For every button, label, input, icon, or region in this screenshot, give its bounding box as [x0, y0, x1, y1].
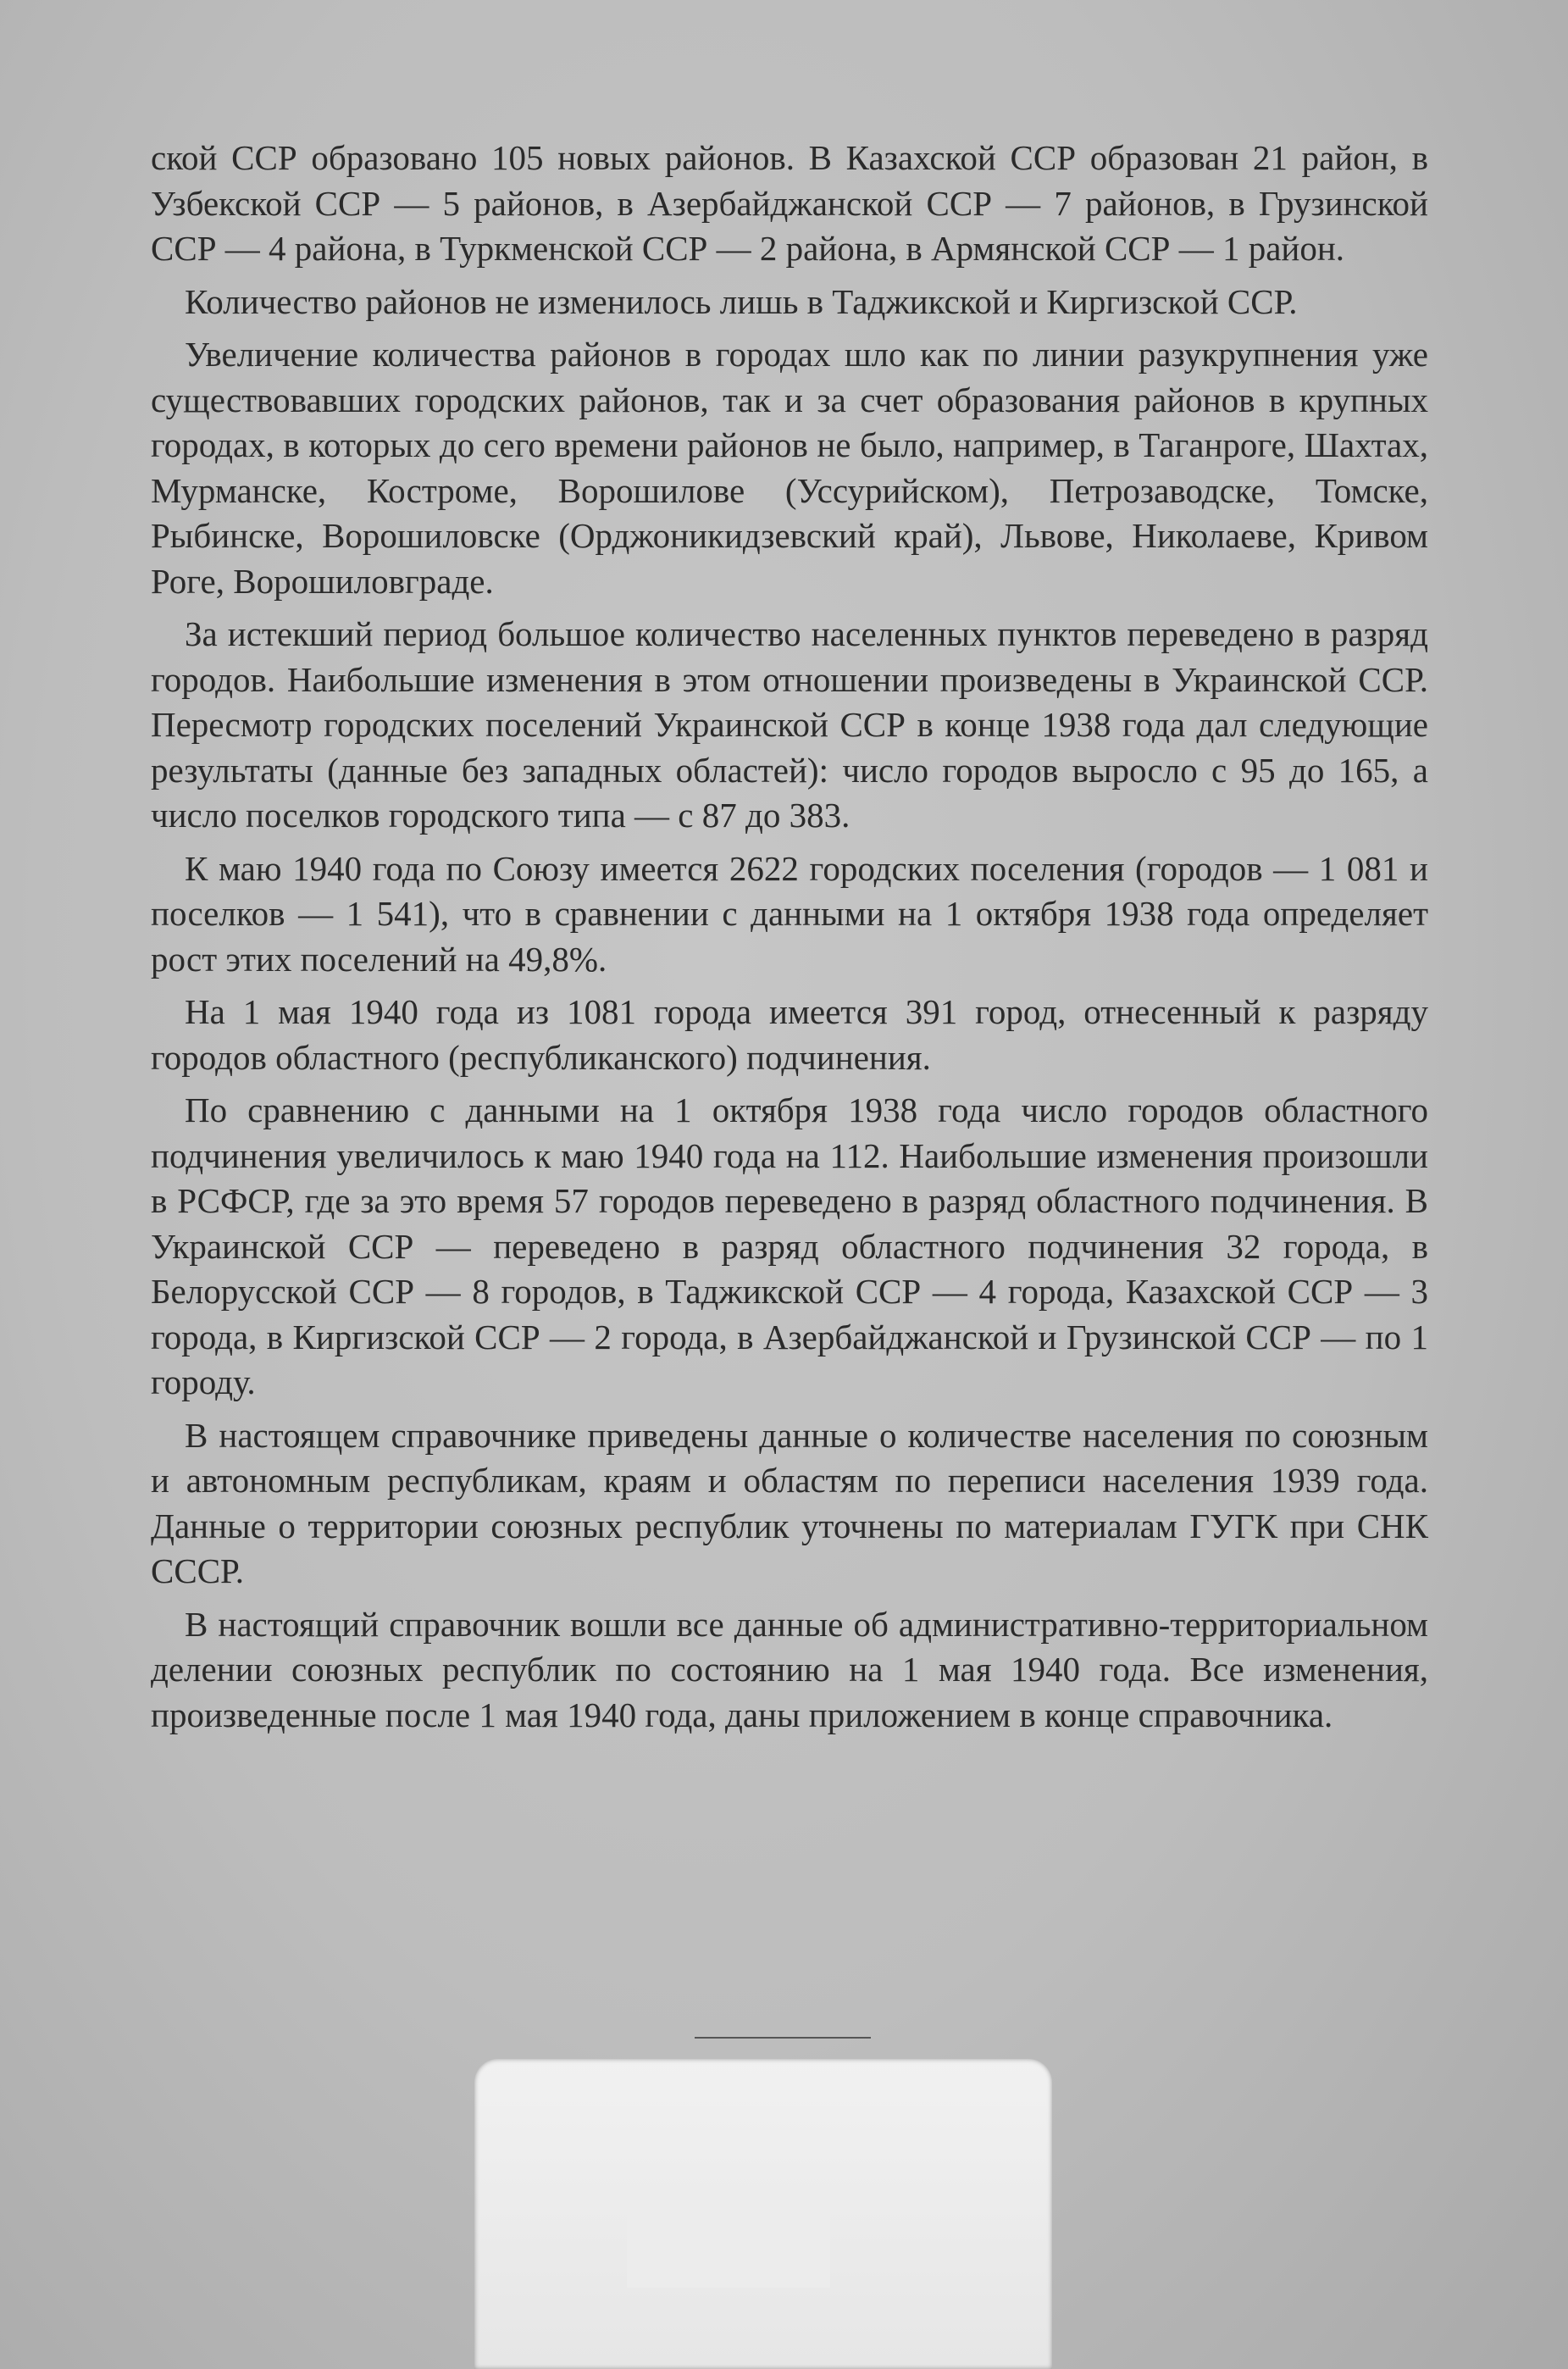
body-text: [151, 136, 1428, 1745]
section-divider: [695, 2037, 871, 2039]
paragraph-6: На 1 мая 1940 года из 1081 города имеется 391 город, отнесенный к разряду городов областного (республиканского) подчинения.: [151, 992, 1428, 1077]
paragraph-1: ской ССР образовано 105 новых районов. В Казахской ССР образован 21 район, в Узбекской ССР — 5 районов, в Азербайджанской ССР — 7 районов, в Грузинской ССР — 4 района, в Туркменской ССР — 2 района, в Армянской ССР — 1 район.: [151, 138, 1428, 268]
paragraph-2: Количество районов не изменилось лишь в Таджикской и Киргизской ССР.: [185, 281, 1298, 321]
paragraph-3: Увеличение количества районов в городах шло как по линии разукрупнения уже существовавших городских районов, так и за счет образования районов в крупных городах, в которых до сего времени районов не было, например, в Таганроге, Шахтах, Мурманске, Костроме, Ворошилове (Уссурийском), Петрозаводске, Томске, Рыбинске, Ворошиловске (Орджоникидзевский край), Львове, Николаеве, Кривом Роге, Ворошиловграде.: [151, 335, 1428, 601]
paragraph-7: По сравнению с данными на 1 октября 1938 года число городов областного подчинения увеличилось к маю 1940 года на 112. Наибольшие изменения произошли в РСФСР, где за это время 57 городов переведено в разряд областного подчинения. В Украинской ССР — переведено в разряд областного подчинения 32 города, в Белорусской ССР — 8 городов, в Таджикской ССР — 4 города, Казахской ССР — 3 города, в Киргизской ССР — 2 города, в Азербайджанской и Грузинской ССР — по 1 городу.: [151, 1090, 1428, 1401]
pasted-label: [474, 2059, 1052, 2369]
paragraph-4: За истекший период большое количество населенных пунктов переведено в разряд городов. Наибольшие изменения в этом отношении произведены в Украинской ССР. Пересмотр городских поселений Украинской ССР в конце 1938 года дал следующие результаты (данные без западных областей): число городов выросло с 95 до 165, а число поселков городского типа — с 87 до 383.: [151, 614, 1428, 835]
paragraph-8: В настоящем справочнике приведены данные о количестве населения по союзным и автономным республикам, краям и областям по переписи населения 1939 года. Данные о территории союзных республик уточнены по материалам ГУГК при СНК СССР.: [151, 1415, 1428, 1590]
paragraph-9: В настоящий справочник вошли все данные об административно-территориальном делении союзных республик по состоянию на 1 мая 1940 года. Все изменения, произведенные после 1 мая 1940 года, даны приложением в конце справочника.: [151, 1604, 1428, 1734]
paragraph-5: К маю 1940 года по Союзу имеется 2622 городских поселения (городов — 1 081 и поселков — 1 541), что в сравнении с данными на 1 октября 1938 года определяет рост этих поселений на 49,8%.: [151, 848, 1428, 979]
label-faded-patch: [627, 2186, 830, 2288]
